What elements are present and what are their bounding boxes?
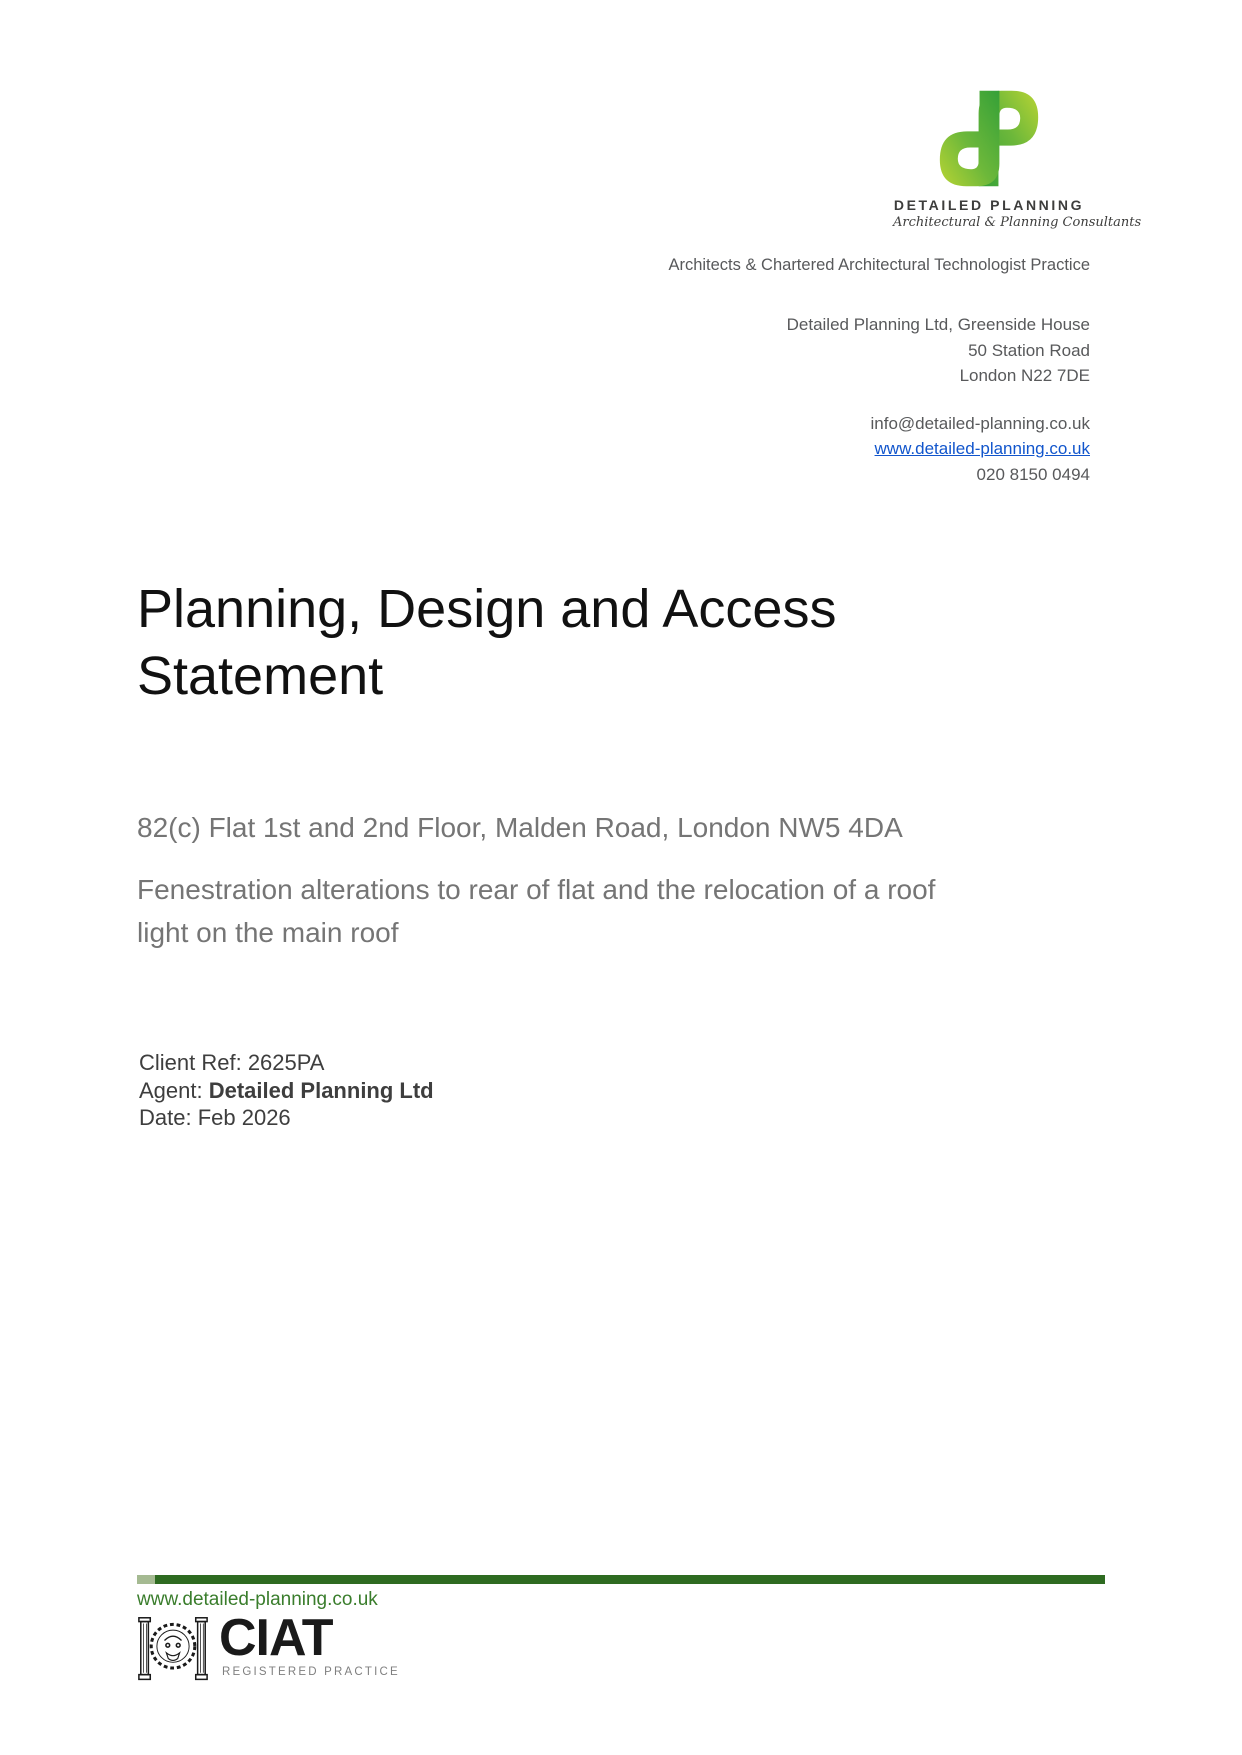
- company-logo-block: [893, 86, 1142, 230]
- contact-email: info@detailed-planning.co.uk: [870, 413, 1090, 433]
- agent-name: Detailed Planning Ltd: [208, 1077, 434, 1103]
- document-title-line-2: Statement: [137, 646, 384, 706]
- footer-bar-accent-segment: [137, 1575, 155, 1584]
- footer-website-link[interactable]: www.detailed-planning.co.uk: [137, 1589, 378, 1610]
- ciat-crest-icon: [137, 1614, 209, 1686]
- date-line: Date: Feb 2026: [139, 1105, 291, 1130]
- agent-line: [139, 1077, 434, 1105]
- client-ref: Client Ref: 2625PA: [139, 1050, 325, 1075]
- address-line-1: Detailed Planning Ltd, Greenside House: [786, 315, 1090, 334]
- document-title-line-1: Planning, Design and Access: [137, 579, 837, 639]
- proposal-description-line-1: Fenestration alterations to rear of flat and the relocation of a roof: [137, 874, 936, 905]
- ciat-registered-practice-logo: [137, 1609, 400, 1686]
- agent-label: Agent:: [139, 1077, 209, 1103]
- reference-block: [139, 1049, 434, 1132]
- contact-website-link[interactable]: www.detailed-planning.co.uk: [874, 439, 1090, 458]
- address-line-3: London N22 7DE: [959, 366, 1090, 385]
- proposal-description-line-2: light on the main roof: [137, 917, 399, 948]
- document-title: [137, 576, 836, 710]
- logo-tagline: Architectural & Planning Consultants: [893, 215, 1142, 230]
- logo-wordmark: DETAILED PLANNING: [893, 197, 1085, 213]
- practice-description: Architects & Chartered Architectural Technologist Practice: [668, 256, 1090, 274]
- contact-comm-group: [668, 411, 1090, 488]
- contact-phone: 020 8150 0494: [976, 464, 1090, 484]
- contact-block: [668, 256, 1090, 487]
- ciat-subtitle: REGISTERED PRACTICE: [222, 1666, 400, 1678]
- site-address: 82(c) Flat 1st and 2nd Floor, Malden Road, London NW5 4DA: [137, 812, 903, 843]
- ciat-acronym: CIAT: [219, 1609, 333, 1667]
- proposal-description: [137, 868, 1117, 954]
- dp-logo-icon: [929, 86, 1049, 190]
- ciat-text-block: [219, 1609, 400, 1678]
- address-line-2: 50 Station Road: [968, 340, 1090, 360]
- footer-bar-main-segment: [155, 1575, 1105, 1584]
- footer-divider-bar: [137, 1575, 1105, 1584]
